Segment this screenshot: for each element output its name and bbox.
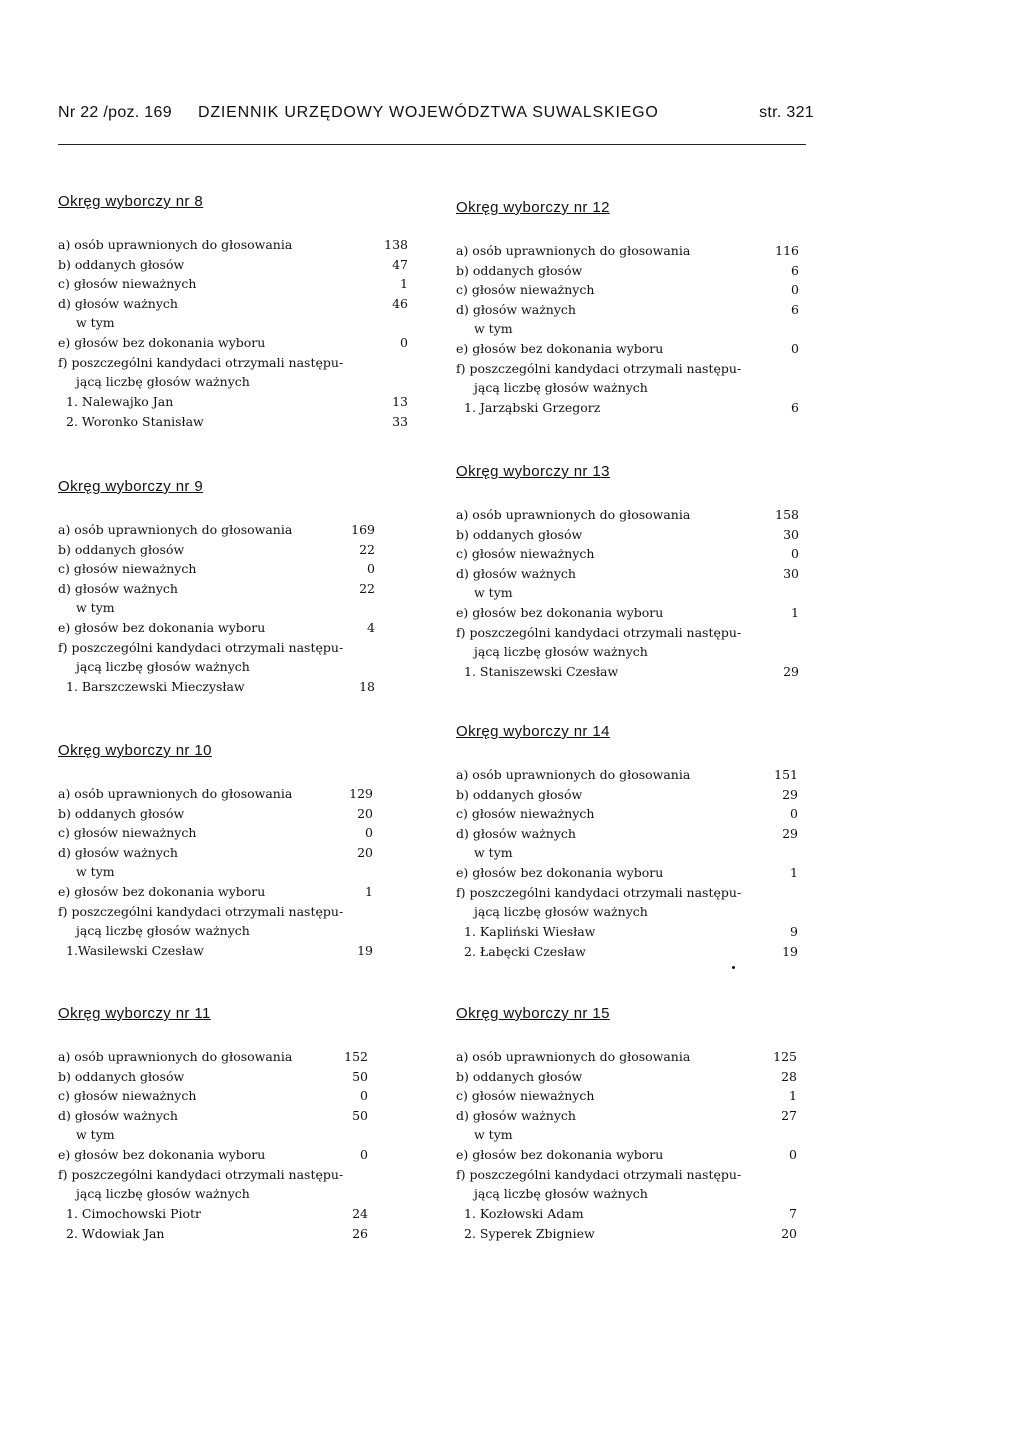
row-label: b) oddanych głosów xyxy=(456,786,583,802)
row-label: a) osób uprawnionych do głosowania xyxy=(58,1049,293,1064)
row-wtym xyxy=(58,313,408,333)
candidate-row xyxy=(58,941,373,961)
row-label: f) poszczególni kandydaci otrzymali następu- xyxy=(456,624,742,640)
row-candidates-intro xyxy=(58,638,375,658)
row-label: d) głosów ważnych xyxy=(58,580,178,596)
district-8 xyxy=(58,193,408,431)
candidate-row xyxy=(456,662,799,682)
count-value: 33 xyxy=(392,413,408,429)
count-value: 4 xyxy=(367,619,375,635)
count-value: 1 xyxy=(400,276,408,292)
row-no-choice xyxy=(58,618,375,638)
row-label: d) głosów ważnych xyxy=(58,1107,178,1123)
row-candidates-intro xyxy=(58,353,408,373)
row-cast xyxy=(456,525,799,545)
row-label: c) głosów nieważnych xyxy=(58,561,197,577)
row-label: jącą liczbę głosów ważnych xyxy=(76,1186,250,1202)
row-label: 2. Woronko Stanisław xyxy=(66,413,204,429)
row-candidates-intro xyxy=(456,623,799,643)
count-value: 0 xyxy=(791,546,799,562)
row-label: e) głosów bez dokonania wyboru xyxy=(58,334,266,350)
row-candidates-intro xyxy=(456,1165,797,1185)
row-invalid xyxy=(456,804,798,824)
row-eligible xyxy=(58,520,375,540)
count-value: 151 xyxy=(774,767,798,782)
row-label: a) osób uprawnionych do głosowania xyxy=(58,522,293,537)
count-value: 0 xyxy=(789,1146,797,1162)
count-value: 50 xyxy=(352,1107,368,1123)
row-valid xyxy=(456,1106,797,1126)
row-label: e) głosów bez dokonania wyboru xyxy=(456,340,664,356)
page-header xyxy=(58,104,814,128)
district-title: Okręg wyborczy nr 10 xyxy=(58,742,212,759)
row-cast xyxy=(58,255,408,275)
candidate-row xyxy=(58,412,408,432)
row-invalid xyxy=(58,559,375,579)
row-label: f) poszczególni kandydaci otrzymali następu- xyxy=(58,639,344,655)
row-cast xyxy=(456,261,799,281)
district-title: Okręg wyborczy nr 13 xyxy=(456,463,610,480)
row-no-choice xyxy=(58,333,408,353)
row-label: d) głosów ważnych xyxy=(58,295,178,311)
row-wtym xyxy=(456,583,799,603)
row-label: a) osób uprawnionych do głosowania xyxy=(456,1049,691,1064)
row-cast xyxy=(58,1067,368,1087)
count-value: 0 xyxy=(791,340,799,356)
row-label: f) poszczególni kandydaci otrzymali następu- xyxy=(456,884,742,900)
count-value: 13 xyxy=(392,394,408,410)
count-value: 1 xyxy=(790,864,798,880)
count-value: 0 xyxy=(367,561,375,577)
count-value: 158 xyxy=(775,507,799,522)
row-label: jącą liczbę głosów ważnych xyxy=(474,644,648,660)
row-label: b) oddanych głosów xyxy=(58,256,185,272)
row-label: 1. Kozłowski Adam xyxy=(464,1206,584,1222)
count-value: 0 xyxy=(400,334,408,350)
row-label: b) oddanych głosów xyxy=(456,1068,583,1084)
row-wtym xyxy=(456,1125,797,1145)
row-label: e) głosów bez dokonania wyboru xyxy=(58,883,266,899)
district-title: Okręg wyborczy nr 14 xyxy=(456,723,610,740)
count-value: 29 xyxy=(782,825,798,841)
row-cast xyxy=(58,804,373,824)
district-title: Okręg wyborczy nr 8 xyxy=(58,193,204,210)
row-cast xyxy=(58,540,375,560)
count-value: 1 xyxy=(791,604,799,620)
count-value: 30 xyxy=(783,526,799,542)
page-number: str. 321 xyxy=(759,104,814,121)
count-value: 26 xyxy=(352,1225,368,1241)
row-label: 1. Barszczewski Mieczysław xyxy=(66,679,245,695)
row-label: 2. Łabęcki Czesław xyxy=(464,943,586,959)
district-title: Okręg wyborczy nr 9 xyxy=(58,478,204,495)
row-label: 1.Wasilewski Czesław xyxy=(66,943,204,959)
row-eligible xyxy=(58,1047,368,1067)
row-valid xyxy=(456,300,799,320)
row-eligible xyxy=(58,784,373,804)
count-value: 7 xyxy=(789,1206,797,1222)
row-label: e) głosów bez dokonania wyboru xyxy=(456,604,664,620)
row-invalid xyxy=(58,1086,368,1106)
row-label: e) głosów bez dokonania wyboru xyxy=(58,1146,266,1162)
candidate-row xyxy=(456,398,799,418)
count-value: 22 xyxy=(359,541,375,557)
count-value: 50 xyxy=(352,1068,368,1084)
candidate-row xyxy=(456,942,798,962)
district-title: Okręg wyborczy nr 11 xyxy=(58,1005,211,1022)
row-label: b) oddanych głosów xyxy=(456,262,583,278)
candidate-row xyxy=(456,922,798,942)
row-wtym xyxy=(58,598,375,618)
row-label: e) głosów bez dokonania wyboru xyxy=(456,1146,664,1162)
row-label: 1. Nalewajko Jan xyxy=(66,394,174,410)
candidate-row xyxy=(58,1204,368,1224)
row-label: c) głosów nieważnych xyxy=(456,1088,595,1104)
row-label: a) osób uprawnionych do głosowania xyxy=(456,507,691,522)
row-label: b) oddanych głosów xyxy=(58,541,185,557)
row-label: e) głosów bez dokonania wyboru xyxy=(58,619,266,635)
row-label: jącą liczbę głosów ważnych xyxy=(76,374,250,390)
row-candidates-intro-cont xyxy=(456,642,799,662)
count-value: 20 xyxy=(357,844,373,860)
count-value: 9 xyxy=(790,924,798,940)
row-label: c) głosów nieważnych xyxy=(58,276,197,292)
row-wtym xyxy=(456,843,798,863)
row-label: 1. Jarząbski Grzegorz xyxy=(464,400,601,416)
district-title: Okręg wyborczy nr 12 xyxy=(456,199,610,216)
count-value: 138 xyxy=(384,237,408,252)
count-value: 152 xyxy=(344,1049,368,1064)
count-value: 169 xyxy=(351,522,375,537)
count-value: 22 xyxy=(359,580,375,596)
row-candidates-intro-cont xyxy=(58,1184,368,1204)
row-label: a) osób uprawnionych do głosowania xyxy=(58,786,293,801)
row-label: w tym xyxy=(474,845,513,861)
row-label: f) poszczególni kandydaci otrzymali następu- xyxy=(456,360,742,376)
row-label: w tym xyxy=(474,585,513,601)
row-valid xyxy=(456,564,799,584)
count-value: 6 xyxy=(791,301,799,317)
district-title: Okręg wyborczy nr 15 xyxy=(456,1005,610,1022)
count-value: 20 xyxy=(357,805,373,821)
count-value: 27 xyxy=(781,1107,797,1123)
district-13 xyxy=(456,463,799,682)
row-label: a) osób uprawnionych do głosowania xyxy=(58,237,293,252)
candidate-row xyxy=(58,392,408,412)
row-label: w tym xyxy=(76,600,115,616)
row-no-choice xyxy=(456,863,798,883)
count-value: 116 xyxy=(775,243,799,258)
row-no-choice xyxy=(456,339,799,359)
row-wtym xyxy=(456,319,799,339)
count-value: 0 xyxy=(360,1146,368,1162)
count-value: 0 xyxy=(365,825,373,841)
count-value: 29 xyxy=(783,664,799,680)
count-value: 0 xyxy=(360,1088,368,1104)
row-label: e) głosów bez dokonania wyboru xyxy=(456,864,664,880)
row-eligible xyxy=(456,1047,797,1067)
row-wtym xyxy=(58,1125,368,1145)
count-value: 129 xyxy=(349,786,373,801)
row-no-choice xyxy=(456,1145,797,1165)
row-label: jącą liczbę głosów ważnych xyxy=(76,659,250,675)
district-14 xyxy=(456,723,798,961)
count-value: 47 xyxy=(392,256,408,272)
district-11 xyxy=(58,1005,368,1243)
count-value: 46 xyxy=(392,295,408,311)
header-rule xyxy=(58,144,806,145)
candidate-row xyxy=(58,1224,368,1244)
row-label: f) poszczególni kandydaci otrzymali następu- xyxy=(58,1166,344,1182)
row-label: b) oddanych głosów xyxy=(58,805,185,821)
row-no-choice xyxy=(456,603,799,623)
count-value: 20 xyxy=(781,1225,797,1241)
row-label: w tym xyxy=(474,1127,513,1143)
row-invalid xyxy=(456,544,799,564)
row-candidates-intro-cont xyxy=(58,657,375,677)
row-candidates-intro-cont xyxy=(456,1184,797,1204)
count-value: 19 xyxy=(782,943,798,959)
row-label: 1. Staniszewski Czesław xyxy=(464,664,619,680)
row-valid xyxy=(58,294,408,314)
count-value: 24 xyxy=(352,1206,368,1222)
row-label: a) osób uprawnionych do głosowania xyxy=(456,767,691,782)
row-eligible xyxy=(456,241,799,261)
district-12 xyxy=(456,199,799,418)
print-speck xyxy=(732,966,735,969)
row-label: 1. Cimochowski Piotr xyxy=(66,1206,202,1222)
row-candidates-intro-cont xyxy=(58,372,408,392)
row-label: f) poszczególni kandydaci otrzymali następu- xyxy=(456,1166,742,1182)
row-candidates-intro-cont xyxy=(456,902,798,922)
count-value: 1 xyxy=(789,1088,797,1104)
row-cast xyxy=(456,1067,797,1087)
issue-number: Nr 22 /poz. 169 xyxy=(58,104,172,121)
row-label: d) głosów ważnych xyxy=(456,825,576,841)
row-label: c) głosów nieważnych xyxy=(456,546,595,562)
row-label: 2. Syperek Zbigniew xyxy=(464,1225,595,1241)
row-wtym xyxy=(58,862,373,882)
row-valid xyxy=(58,843,373,863)
row-label: jącą liczbę głosów ważnych xyxy=(474,904,648,920)
row-label: w tym xyxy=(76,1127,115,1143)
row-valid xyxy=(58,579,375,599)
row-valid xyxy=(456,824,798,844)
row-eligible xyxy=(456,765,798,785)
row-label: d) głosów ważnych xyxy=(456,1107,576,1123)
row-label: a) osób uprawnionych do głosowania xyxy=(456,243,691,258)
row-label: jącą liczbę głosów ważnych xyxy=(474,1186,648,1202)
row-invalid xyxy=(58,823,373,843)
row-eligible xyxy=(58,235,408,255)
district-15 xyxy=(456,1005,797,1243)
district-10 xyxy=(58,742,373,961)
row-label: jącą liczbę głosów ważnych xyxy=(76,923,250,939)
district-9 xyxy=(58,478,375,697)
count-value: 0 xyxy=(790,806,798,822)
row-candidates-intro xyxy=(456,359,799,379)
row-label: d) głosów ważnych xyxy=(456,565,576,581)
count-value: 1 xyxy=(365,883,373,899)
candidate-row xyxy=(58,677,375,697)
row-label: c) głosów nieważnych xyxy=(456,282,595,298)
row-label: w tym xyxy=(474,321,513,337)
row-label: f) poszczególni kandydaci otrzymali następu- xyxy=(58,354,344,370)
count-value: 29 xyxy=(782,786,798,802)
candidate-row xyxy=(456,1224,797,1244)
row-no-choice xyxy=(58,1145,368,1165)
row-label: w tym xyxy=(76,864,115,880)
row-label: b) oddanych głosów xyxy=(456,526,583,542)
row-invalid xyxy=(456,1086,797,1106)
row-label: b) oddanych głosów xyxy=(58,1068,185,1084)
row-invalid xyxy=(58,274,408,294)
row-label: w tym xyxy=(76,315,115,331)
count-value: 6 xyxy=(791,400,799,416)
count-value: 30 xyxy=(783,565,799,581)
row-valid xyxy=(58,1106,368,1126)
row-candidates-intro xyxy=(58,1165,368,1185)
row-no-choice xyxy=(58,882,373,902)
count-value: 6 xyxy=(791,262,799,278)
row-candidates-intro-cont xyxy=(58,921,373,941)
row-candidates-intro xyxy=(58,902,373,922)
count-value: 125 xyxy=(773,1049,797,1064)
row-eligible xyxy=(456,505,799,525)
candidate-row xyxy=(456,1204,797,1224)
row-label: c) głosów nieważnych xyxy=(58,1088,197,1104)
row-label: d) głosów ważnych xyxy=(58,844,178,860)
row-label: d) głosów ważnych xyxy=(456,301,576,317)
row-label: 2. Wdowiak Jan xyxy=(66,1225,165,1241)
row-label: jącą liczbę głosów ważnych xyxy=(474,380,648,396)
row-candidates-intro-cont xyxy=(456,378,799,398)
count-value: 0 xyxy=(791,282,799,298)
row-label: 1. Kapliński Wiesław xyxy=(464,924,596,940)
row-cast xyxy=(456,785,798,805)
count-value: 18 xyxy=(359,679,375,695)
row-label: c) głosów nieważnych xyxy=(58,825,197,841)
count-value: 19 xyxy=(357,943,373,959)
row-invalid xyxy=(456,280,799,300)
count-value: 28 xyxy=(781,1068,797,1084)
row-label: c) głosów nieważnych xyxy=(456,806,595,822)
row-candidates-intro xyxy=(456,883,798,903)
journal-title: DZIENNIK URZĘDOWY WOJEWÓDZTWA SUWALSKIEGO xyxy=(198,104,659,121)
row-label: f) poszczególni kandydaci otrzymali następu- xyxy=(58,903,344,919)
